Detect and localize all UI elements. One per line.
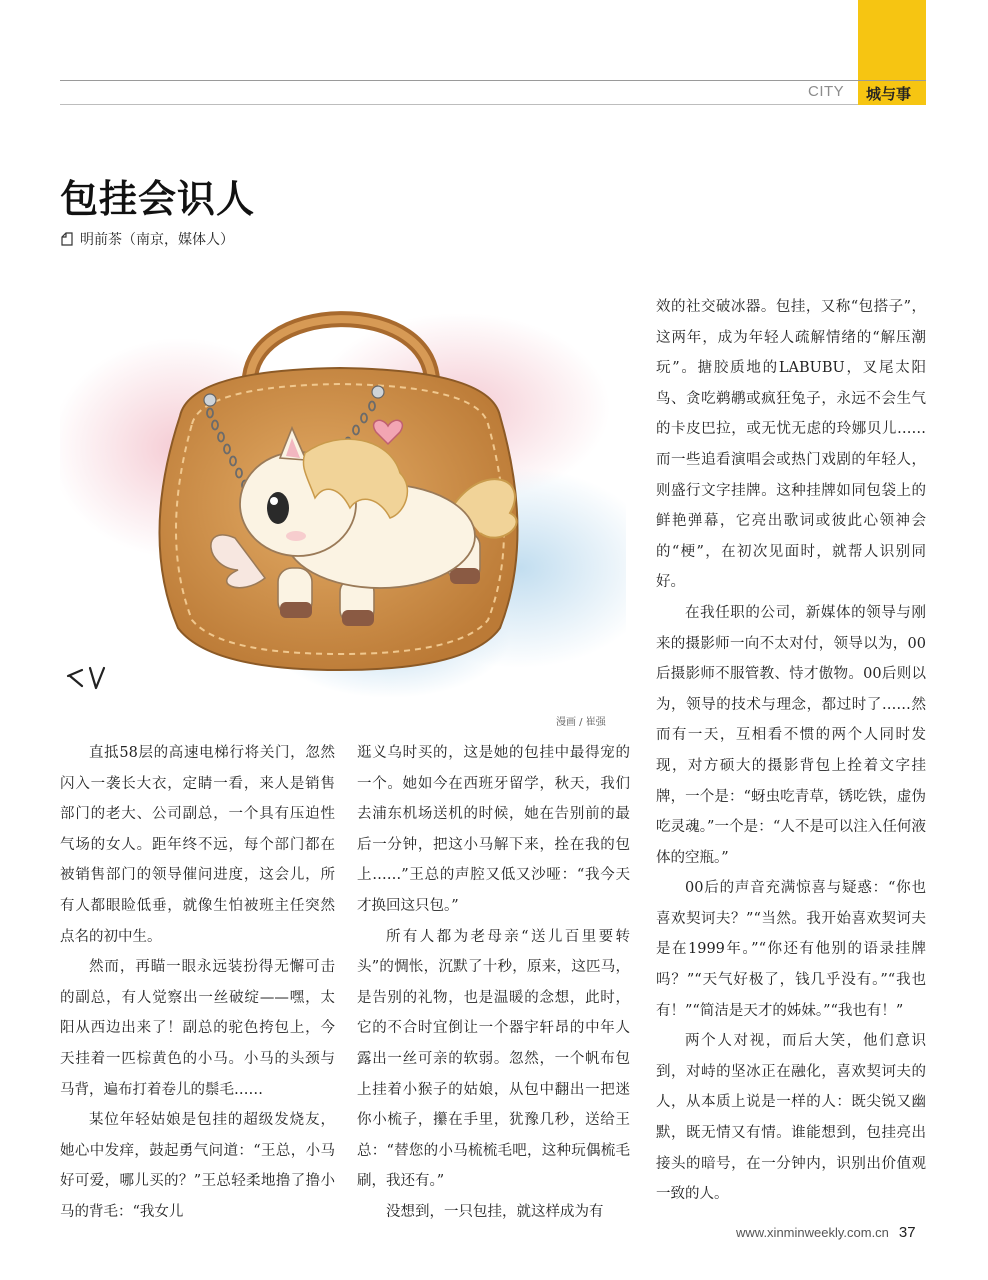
paragraph: 没想到，一只包挂，就这样成为有 (386, 1203, 604, 1220)
section-rule (60, 104, 858, 105)
column-3 (656, 292, 926, 1210)
section-label-cn: 城与事 (866, 85, 912, 103)
author: 明前茶（南京，媒体人） (80, 232, 234, 248)
header-rule (60, 80, 926, 81)
paragraph: 某位年轻姑娘是包挂的超级发烧友，她心中发痒，鼓起勇气问道：“王总，小马好可爱，哪儿买的？”王总轻柔地撸了撸小马的背毛：“我女儿 (60, 1112, 335, 1220)
section-label-en: CITY (808, 83, 845, 100)
page-number: 37 (898, 1224, 916, 1241)
paragraph: 在我任职的公司，新媒体的领导与刚来的摄影师一向不太对付，领导以为，00后摄影师不服管教、恃才傲物。00后则以为，领导的技术与理念，都过时了……然而有一天，互相看不惯的两个人同时发现，对方硕大的摄影背包上拴着文字挂牌，一个是：“蚜虫吃青草，锈吃铁，虚伪吃灵魂。”一个是：“人不是可以注入任何液体的空瓶。” (656, 604, 926, 866)
paragraph: 效的社交破冰器。包挂，又称“包搭子”，这两年，成为年轻人疏解情绪的“解压潮玩”。搪胶质地的LABUBU，叉尾太阳鸟、贪吃鹈鹕或疯狂兔子，永远不会生气的卡皮巴拉，或无忧无虑的玲娜贝儿……而一些追看演唱会或热门戏剧的年轻人，则盛行文字挂牌。这种挂牌如同包袋上的鲜艳弹幕，它亮出歌词或彼此心领神会的“梗”，在初次见面时，就帮人识别同好。 (656, 299, 926, 591)
paragraph: 然而，再瞄一眼永远装扮得无懈可击的副总，有人觉察出一丝破绽——嘿，太阳从西边出来了！副总的驼色挎包上，今天挂着一匹棕黄色的小马。小马的头颈与马背，遍布打着卷儿的鬃毛…… (60, 959, 335, 1098)
paragraph: 直抵58层的高速电梯行将关门，忽然闪入一袭长大衣，定睛一看，来人是销售部门的老大、公司副总，一个具有压迫性气场的女人。距年终不远，每个部门都在被销售部门的领导催问进度，这会儿，所有人都眼睑低垂，就像生怕被班主任突然点名的初中生。 (60, 745, 335, 945)
article-title: 包挂会识人 (60, 177, 256, 221)
illustration-bag-pony (60, 298, 626, 702)
paragraph: 逛义乌时买的，这是她的包挂中最得宠的一个。她如今在西班牙留学，秋天，我们去浦东机场送机的时候，她在告别前的最后一分钟，把这小马解下来，拴在我的包上……”王总的声腔又低又沙哑：“我今天才换回这只包。” (357, 745, 630, 914)
column-2 (357, 738, 630, 1228)
column-1 (60, 738, 335, 1228)
pen-icon (60, 232, 74, 246)
footer (736, 1224, 916, 1241)
illustration-credit: 漫画 / 崔强 (556, 717, 606, 728)
byline (60, 229, 234, 249)
paragraph: 00后的声音充满惊喜与疑惑：“你也喜欢契诃夫？”“当然。我开始喜欢契诃夫是在1999年。”“你还有他别的语录挂牌吗？”“天气好极了，钱几乎没有。”“我也有！”“简洁是天才的姊妹。”“我也有！” (656, 880, 926, 1019)
paragraph: 两个人对视，而后大笑，他们意识到，对峙的坚冰正在融化，喜欢契诃夫的人，从本质上说是一样的人：既尖锐又幽默，既无情又有情。谁能想到，包挂亮出接头的暗号，在一分钟内，识别出价值观一致的人。 (656, 1033, 926, 1203)
footer-url: www.xinminweekly.com.cn (736, 1225, 889, 1240)
paragraph: 所有人都为老母亲“送儿百里要转头”的惆怅，沉默了十秒，原来，这匹马，是告别的礼物，也是温暖的念想，此时，它的不合时宜倒让一个器宇轩昂的中年人露出一丝可亲的软弱。忽然，一个帆布包上挂着小猴子的姑娘，从包中翻出一把迷你小梳子，攥在手里，犹豫几秒，送给王总：“替您的小马梳梳毛吧，这种玩偶梳毛刷，我还有。” (357, 928, 630, 1190)
